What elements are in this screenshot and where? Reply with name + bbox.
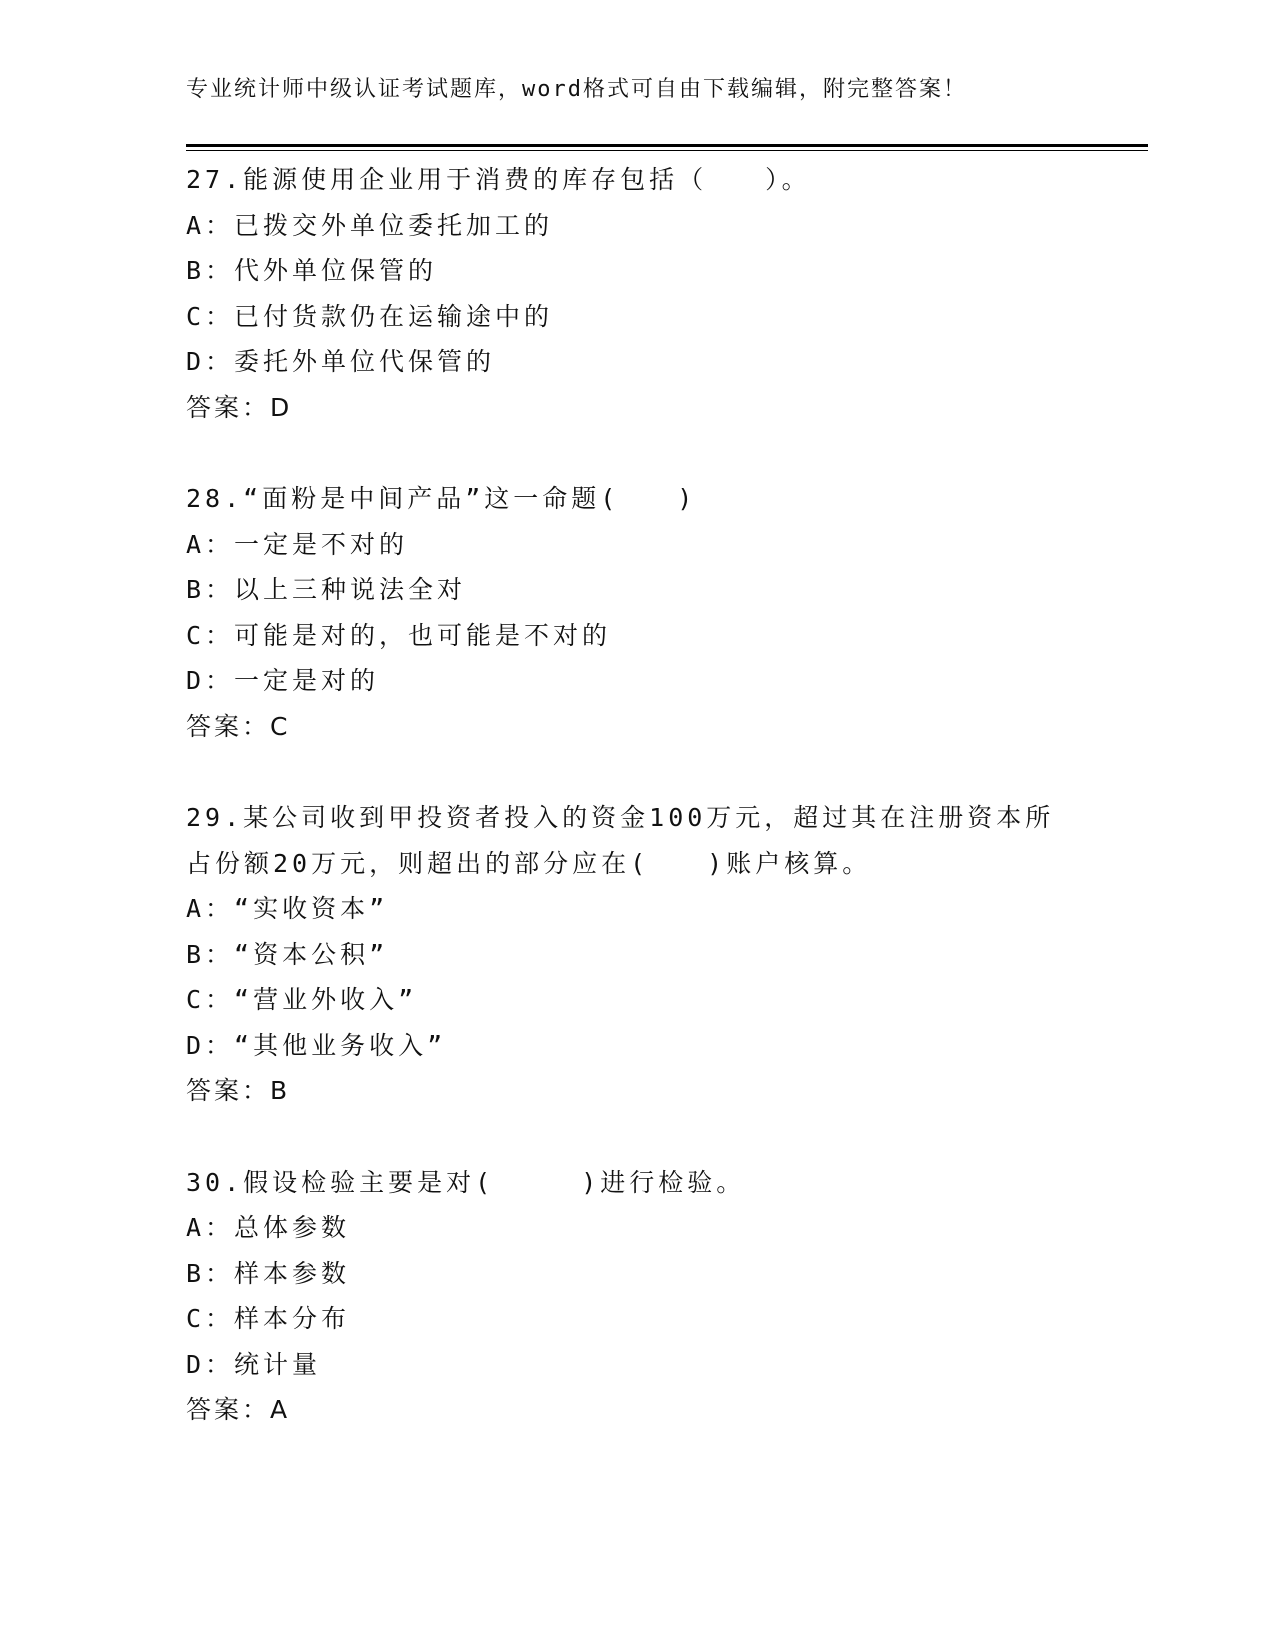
option-c: C：样本分布 [186, 1304, 351, 1333]
option-b: B：“资本公积” [186, 939, 389, 969]
option-d: D：“其他业务收入” [186, 1030, 447, 1060]
answer: 答案：C [186, 711, 291, 741]
question-list [186, 157, 1086, 1479]
question-28 [186, 476, 1086, 749]
header-rule-thin [186, 150, 1148, 151]
option-d: D：委托外单位代保管的 [186, 347, 496, 376]
option-c: C：“营业外收入” [186, 985, 418, 1014]
page-header: 专业统计师中级认证考试题库，word格式可自由下载编辑，附完整答案！ [186, 77, 967, 102]
option-a: A：“实收资本” [186, 894, 389, 923]
question-stem: 29.某公司收到甲投资者投入的资金100万元，超过其在注册资本所占份额20万元，则超出的部分应在( )账户核算。 [186, 803, 1055, 878]
option-b: B：代外单位保管的 [186, 256, 438, 285]
question-stem: 27.能源使用企业用于消费的库存包括（ ）。 [186, 165, 811, 194]
option-a: A：已拨交外单位委托加工的 [186, 210, 554, 240]
question-30 [186, 1160, 1086, 1433]
option-a: A：一定是不对的 [186, 529, 409, 559]
answer: 答案：B [186, 1076, 291, 1105]
option-c: C：已付货款仍在运输途中的 [186, 301, 554, 331]
option-d: D：一定是对的 [186, 666, 380, 695]
header-rule-thick [186, 144, 1148, 147]
option-b: B：样本参数 [186, 1258, 351, 1288]
question-27 [186, 157, 1086, 430]
answer: 答案：D [186, 392, 293, 422]
question-stem: 30.假设检验主要是对( )进行检验。 [186, 1167, 746, 1197]
question-stem: 28.“面粉是中间产品”这一命题( ) [186, 484, 697, 513]
option-b: B：以上三种说法全对 [186, 575, 467, 604]
option-c: C：可能是对的，也可能是不对的 [186, 620, 612, 650]
question-29 [186, 795, 1086, 1114]
answer: 答案：A [186, 1395, 291, 1424]
option-d: D：统计量 [186, 1349, 322, 1379]
option-a: A：总体参数 [186, 1213, 351, 1242]
